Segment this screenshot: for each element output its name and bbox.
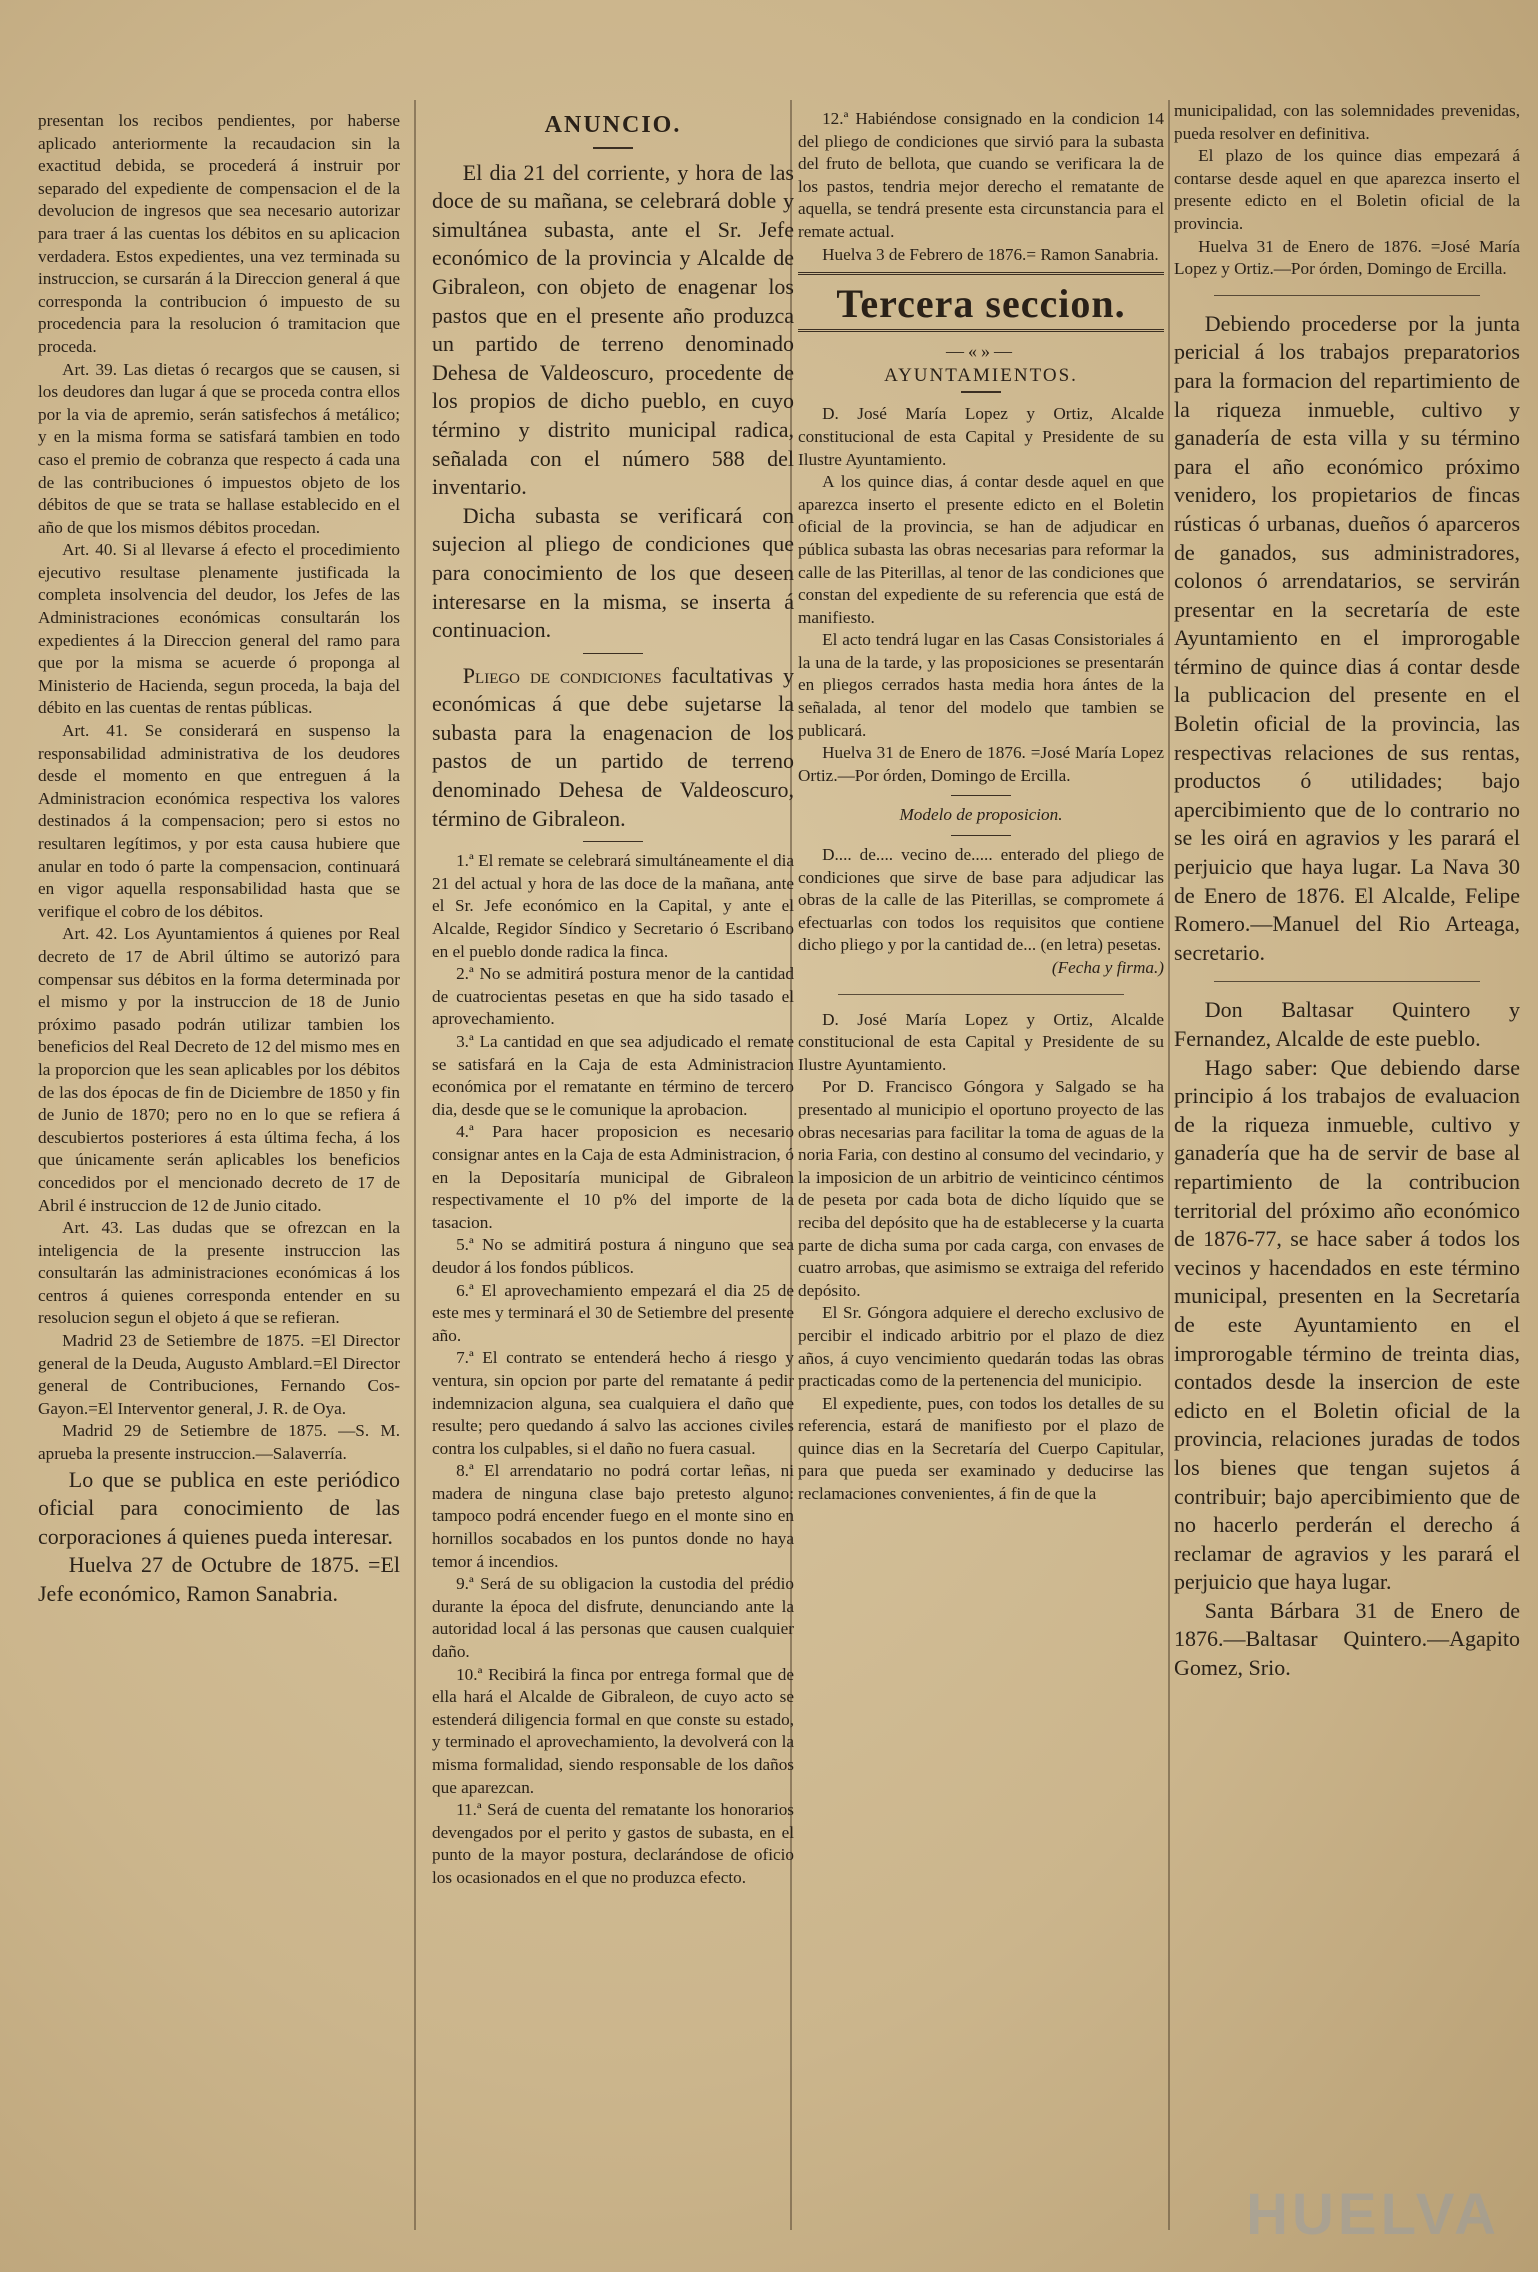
article-42: Art. 42. Los Ayuntamientos á quienes por Real decreto de 17 de Abril último se autorizó para compensar sus débitos en la forma determinada por el mismo y por la instruccion de 18 de Junio próximo pasado podrán utilizar tambien los beneficios del Real Decreto de 12 del mismo mes en la proporcion que les sean aplicables por los débitos de las dos épocas de fin de Diciembre de 1850 y fin de Junio de 1870; pero no en lo que se refiera á descubiertos posteriores á esta última fecha, á los que únicamente serán aplicables los beneficios concedidos por el mencionado decreto de 17 de Abril é instruccion de 12 de Junio citado. (38, 924, 400, 1215)
condition-12: 12.ª Habiéndose consignado en la condicion 14 del pliego de condiciones que sirvió para la subasta del fruto de bellota, que cuando se verificara la de los pastos, tendria mejor derecho el rematante de aquella, se tendrá presente esta circunstancia para el remate actual. (798, 109, 1164, 241)
divider (1214, 981, 1480, 982)
column-1 (38, 110, 400, 2250)
condition-3: 3.ª La cantidad en que sea adjudicado el remate se satisfará en la Caja de esta Administracion económica por el rematante en término de tercero dia, desde que se le comunique la aprobacion. (432, 1032, 794, 1119)
signature-block: Huelva 3 de Febrero de 1876.= Ramon Sanabria. (822, 244, 1159, 264)
condition-4: 4.ª Para hacer proposicion es necesario consignar antes en la Caja de esta Administracion, ó en la Depositaría municipal de Gibraleon respectivamente el 10 p% del importe de la tasacion. (432, 1122, 794, 1232)
edict-paragraph: El acto tendrá lugar en las Casas Consistoriales á la una de la tarde, y las proposiciones se presentarán en pliegos cerrados hasta media hora ántes de la señalada, al tenor del modelo que tambien se publicará. (798, 630, 1164, 740)
signature-block: Huelva 31 de Enero de 1876. =José María Lopez y Ortiz.—Por órden, Domingo de Ercilla. (1174, 236, 1520, 279)
anuncio-paragraph: El dia 21 del corriente, y hora de las doce de su mañana, se celebrará doble y simultánea subasta, ante el Sr. Jefe económico de la provincia y Alcalde de Gibraleon, con objeto de enagenar los pastos que en el presente año produzca un partido de terreno denominado Dehesa de Valdeoscuro, procedente de los propios de dicho pueblo, en cuyo término y distrito municipal radica, señalada con el número 588 del inventario. (432, 159, 794, 500)
edict-paragraph: El expediente, pues, con todos los detalles de su referencia, estará de manifiesto por el plazo de quince dias en la Secretaría del Cuerpo Capitular, para que pueda ser examinado y deducirse las reclamaciones convenientes, á fin de que la (798, 1393, 1164, 1504)
section-header (798, 272, 1164, 332)
edict-header: D. José María Lopez y Ortiz, Alcalde constitucional de esta Capital y Presidente de su Ilustre Ayuntamiento. (798, 404, 1164, 469)
condition-11: 11.ª Será de cuenta del rematante los honorarios devengados por el perito y gastos de subasta, en el punto de la mayor postura, declarándose de oficio los ocasionados en el que no produzca efecto. (432, 1800, 794, 1887)
column-rule (1168, 100, 1170, 2230)
signature-block: Madrid 23 de Setiembre de 1875. =El Director general de la Deuda, Augusto Amblard.=El Director general de Contribuciones, Fernando Cos-Gayon.=El Interventor general, J. R. de Oya. (38, 1331, 400, 1418)
edict-paragraph: municipalidad, con las solemnidades prevenidas, pueda resolver en definitiva. (1174, 101, 1520, 143)
article-41: Art. 41. Se considerará en suspenso la responsabilidad administrativa de los deudores desde el momento en que entreguen á la Administracion económica respectiva los valores destinados á la compensacion; pero si estos no resultaren legítimos, y por esta causa hubiere que anular en todo ó parte la compensacion, continuará en vigor aquella responsabilidad hasta que se verifique el cobro de los débitos. (38, 721, 400, 921)
signature-block: Huelva 31 de Enero de 1876. =José María Lopez Ortiz.—Por órden, Domingo de Ercilla. (798, 743, 1164, 785)
condition-2: 2.ª No se admitirá postura menor de la cantidad de cuatrocientas pesetas en que ha sido tasado el aprovechamiento. (432, 964, 794, 1029)
la-nava-edict: Debiendo procederse por la junta pericial á los trabajos preparatorios para la formacion del repartimiento de la riqueza inmueble, cultivo y ganadería de esta villa y su término para el año económico próximo venidero, los propietarios de fincas rústicas ó urbanas, dueños ó aparceros de ganados, sus administradores, colonos ó arrendatarios, se servirán presentar en la secretaría de este Ayuntamiento en el improrogable término de quince dias á contar desde la publicacion del presente en el Boletin oficial de la provincia, las respectivas relaciones de sus rentas, productos ó utilidades; bajo apercibimiento que de lo contrario no se les oirá en agravios y les parará el perjuicio que haya lugar. La Nava 30 de Enero de 1876. El Alcalde, Felipe Romero.—Manuel del Rio Arteaga, secretario. (1174, 310, 1520, 965)
condition-5: 5.ª No se admitirá postura á ninguno que sea deudor á los fondos públicos. (432, 1235, 794, 1277)
divider (583, 841, 643, 842)
divider (1214, 295, 1480, 296)
divider (593, 147, 633, 149)
column-4 (1174, 100, 1520, 2240)
signature-block: Santa Bárbara 31 de Enero de 1876.—Baltasar Quintero.—Agapito Gomez, Srio. (1174, 1597, 1520, 1681)
edict-header: D. José María Lopez y Ortiz, Alcalde constitucional de esta Capital y Presidente de su Ilustre Ayuntamiento. (798, 1009, 1164, 1074)
divider (583, 653, 643, 654)
column-rule (414, 100, 416, 2230)
condition-8: 8.ª El arrendatario no podrá cortar leñas, ni madera de ninguna clase bajo pretesto alguno: tampoco podrá encender fuego en el monte sino en hornillos socabados en los puntos donde no haya temor á incendios. (432, 1461, 794, 1571)
ornament: —«»— (946, 341, 1016, 362)
anuncio-paragraph: Dicha subasta se verificará con sujecion al pliego de condiciones que para conocimiento de los que deseen interesarse en la misma, se inserta á continuacion. (432, 502, 794, 643)
condition-6: 6.ª El aprovechamiento empezará el dia 25 de este mes y terminará el 30 de Setiembre del presente año. (432, 1280, 794, 1345)
article-43: Art. 43. Las dudas que se ofrezcan en la inteligencia de la presente instruccion las consultarán las administraciones económicas á los centros á quienes corresponda entender en su resolucion segun el objeto á que se refieran. (38, 1218, 400, 1328)
condition-10: 10.ª Recibirá la finca por entrega formal que de ella hará el Alcalde de Gibraleon, de cuyo acto se estenderá diligencia formal en que conste su estado, y terminado el aprovechamiento, la devolverá con la misma formalidad, siendo responsable de los daños que aparezcan. (432, 1664, 794, 1797)
section-subtitle: AYUNTAMIENTOS. (884, 364, 1078, 386)
condition-1: 1.ª El remate se celebrará simultáneamente el dia 21 del actual y hora de las doce de la mañana, ante el Sr. Jefe económico en la Capital, y ante el Alcalde, Regidor Síndico y Secretario ó Escribano en el pueblo donde radica la finca. (432, 851, 794, 961)
column-3 (798, 108, 1164, 2248)
publication-note: Lo que se publica en este periódico oficial para conocimiento de las corporaciones á quienes pueda interesar. (38, 1466, 400, 1549)
section-title: Tercera seccion. (836, 281, 1126, 327)
signature-block: Madrid 29 de Setiembre de 1875. —S. M. aprueba la presente instruccion.—Salaverría. (38, 1421, 400, 1464)
modelo-text: D.... de.... vecino de..... enterado del pliego de condiciones que sirve de base para adjudicar las obras de la calle de las Piterillas, se compromete á efectuarlas con todos los requisitos que contiene dicho pliego y por la cantidad de... (en letra) pesetas. (798, 845, 1164, 955)
pliego-rest: facultativas y económicas á que debe sujetarse la subasta para la enagenacion de los pastos de un partido de terreno denominado Dehesa de Valdeoscuro, término de Gibraleon. (432, 662, 794, 831)
santa-barbara-header: Don Baltasar Quintero y Fernandez, Alcalde de este pueblo. (1174, 997, 1520, 1051)
divider (838, 994, 1124, 995)
library-watermark: HUELVA (1246, 2182, 1500, 2247)
divider (951, 835, 1011, 836)
edict-paragraph: A los quince dias, á contar desde aquel en que aparezca inserto el presente edicto en el Boletin oficial de la provincia, se han de adjudicar en pública subasta las obras necesarias para reformar la calle de las Piterillas, al tenor de las condiciones que constan del expediente de su referencia que está de manifiesto. (798, 472, 1164, 627)
edict-paragraph: Por D. Francisco Góngora y Salgado se ha presentado al municipio el oportuno proyecto de las obras necesarias para facilitar la toma de aguas de la noria Faria, con destino al consumo del vecindario, y la imposicion de un arbitrio de veinticinco céntimos de peseta por cada bota de dicho líquido que se reciba del depósito que ha de establecerse y la cuarta parte de dicha suma por cada carga, con envases de cuatro arrobas, que asimismo se extraiga del referido depósito. (798, 1077, 1164, 1300)
column-2 (432, 110, 794, 2250)
article-39: Art. 39. Las dietas ó recargos que se causen, si los deudores dan lugar á que se proceda contra ellos por la via de apremio, serán satisfechos á metálico; y en la misma forma se satisfará tambien en todo caso el premio de cobranza que respecto á cada una de las contribuciones ó impuestos objeto de los débitos de que se trata se hallase establecido en el año de que los mismos débitos procedan. (38, 359, 400, 537)
modelo-title: Modelo de proposicion. (899, 805, 1063, 825)
pliego-intro (432, 662, 794, 834)
divider (961, 391, 1001, 393)
edict-paragraph: El Sr. Góngora adquiere el derecho exclusivo de percibir el indicado arbitrio por el plazo de diez años, á cuyo vencimiento quedarán todas las obras practicadas como de la pertenencia del municipio. (798, 1303, 1164, 1391)
condition-9: 9.ª Será de su obligacion la custodia del prédio durante la época del disfrute, denunciando ante la autoridad local á las personas que causen cualquier daño. (432, 1574, 794, 1662)
pliego-lead: Pliego de condiciones (462, 662, 662, 688)
article-40: Art. 40. Si al llevarse á efecto el procedimiento ejecutivo resultase plenamente justificada la completa insolvencia del deudor, los Jefes de las Administraciones económicas consultarán los expedientes á la Direccion general del ramo para que por la misma se acuerde ó proponga al Ministerio de Hacienda, segun proceda, la baja del débito en las cuentas de rentas públicas. (38, 540, 400, 718)
signature-block: Huelva 27 de Octubre de 1875. =El Jefe económico, Ramon Sanabria. (38, 1552, 400, 1606)
anuncio-heading: ANUNCIO. (544, 112, 682, 138)
condition-7: 7.ª El contrato se entenderá hecho á riesgo y ventura, sin opcion por parte del rematante á pedir indemnizacion alguna, sea cualquiera el daño que resulte; pero quedando á salvo las acciones civiles contra los culpables, si el daño no fuera casual. (432, 1348, 794, 1458)
divider (951, 795, 1011, 796)
modelo-sign: (Fecha y firma.) (1051, 958, 1164, 977)
santa-barbara-edict: Hago saber: Que debiendo darse principio á los trabajos de evaluacion de la riqueza inmueble, cultivo y ganadería que ha de servir de base al repartimiento de la contribucion territorial del próximo año económico de 1876-77, se hace saber á todos los vecinos y hacendados en este término municipal, presenten en la Secretaría de este Ayuntamiento en el improrogable término de treinta dias, contados desde la insercion de este edicto en el Boletin oficial de la provincia, relaciones juradas de todos los bienes que tengan sujetos á contribuir; bajo apercibimiento que de no hacerlo perderán el derecho á reclamar de agravios y les parará el perjuicio que haya lugar. (1174, 1054, 1520, 1595)
paragraph: presentan los recibos pendientes, por haberse aplicado anteriormente la recaudacion sin la exactitud debida, se procederá á instruir por separado del expediente de compensacion el de la devolucion de ingresos que sea necesario autorizar para traer á las cuentas los débitos en su aplicacion verdadera. Estos expedientes, una vez terminada su instruccion, se cursarán á la Direccion general á que corresponda la contribucion ó impuesto de su procedencia para la resolucion ó tramitacion que proceda. (38, 111, 400, 356)
edict-paragraph: El plazo de los quince dias empezará á contarse desde aquel en que aparezca inserto el presente edicto en el Boletin oficial de la provincia. (1174, 146, 1520, 233)
